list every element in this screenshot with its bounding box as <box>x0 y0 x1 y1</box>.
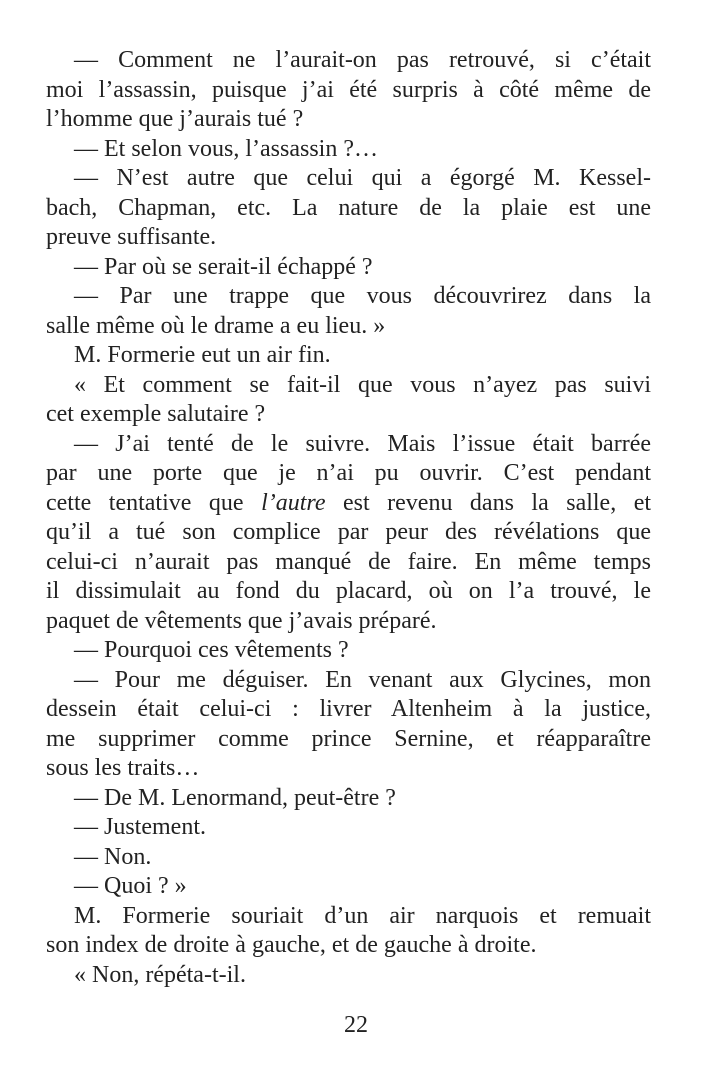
text-line: qu’il a tué son complice par peur des révélations que <box>46 519 651 545</box>
text-line: — Quoi ? » <box>74 873 187 899</box>
text-line: sous les traits… <box>46 755 200 781</box>
text-line: — Non. <box>74 843 152 870</box>
italic-word: l’autre <box>261 489 326 516</box>
text-line: — De M. Lenormand, peut-être ? <box>74 784 396 811</box>
text-line: salle même où le drame a eu lieu. » <box>46 312 386 339</box>
text-line: M. Formerie souriait d’un air narquois et remuait <box>74 902 651 929</box>
text-line: il dissimulait au fond du placard, où on l’a trouvé, le <box>46 578 651 604</box>
text-line: son index de droite à gauche, et de gauche à droite. <box>46 932 537 958</box>
text-line: — Par où se serait-il échappé ? <box>74 253 373 280</box>
body-text <box>46 46 651 990</box>
text-segment: cette tentative que <box>46 489 244 516</box>
page-number: 22 <box>344 1012 368 1038</box>
text-line: l’homme que j’aurais tué ? <box>46 106 304 132</box>
text-line: — Par une trappe que vous découvrirez dans la <box>74 283 651 309</box>
text-line: bach, Chapman, etc. La nature de la plaie est une <box>46 194 651 221</box>
text-line: me supprimer comme prince Sernine, et réapparaître <box>46 725 651 752</box>
text-line: moi l’assassin, puisque j’ai été surpris à côté même de <box>46 76 651 103</box>
text-line: par une porte que je n’ai pu ouvrir. C’est pendant <box>46 460 651 486</box>
text-line: « Et comment se fait-il que vous n’ayez pas suivi <box>74 371 651 398</box>
text-segment: est revenu dans la salle, et <box>343 489 652 516</box>
text-line: M. Formerie eut un air fin. <box>74 342 331 368</box>
text-line: dessein était celui-ci : livrer Altenheim à la justice, <box>46 696 651 722</box>
text-line: paquet de vêtements que j’avais préparé. <box>46 607 437 634</box>
text-line: « Non, répéta-t-il. <box>74 961 246 988</box>
text-line: celui-ci n’aurait pas manqué de faire. En même temps <box>46 548 651 575</box>
text-line: cet exemple salutaire ? <box>46 401 266 427</box>
text-line: — Et selon vous, l’assassin ?… <box>74 135 378 162</box>
text-line: preuve suffisante. <box>46 224 217 250</box>
text-line: — J’ai tenté de le suivre. Mais l’issue était barrée <box>74 430 651 457</box>
text-line: — Comment ne l’aurait-on pas retrouvé, si c’était <box>74 47 651 73</box>
text-line: — N’est autre que celui qui a égorgé M. Kessel- <box>74 165 651 191</box>
text-line: — Justement. <box>74 814 206 840</box>
text-line: — Pour me déguiser. En venant aux Glycines, mon <box>74 666 651 693</box>
text-line <box>46 489 651 519</box>
text-line: — Pourquoi ces vêtements ? <box>74 637 349 663</box>
